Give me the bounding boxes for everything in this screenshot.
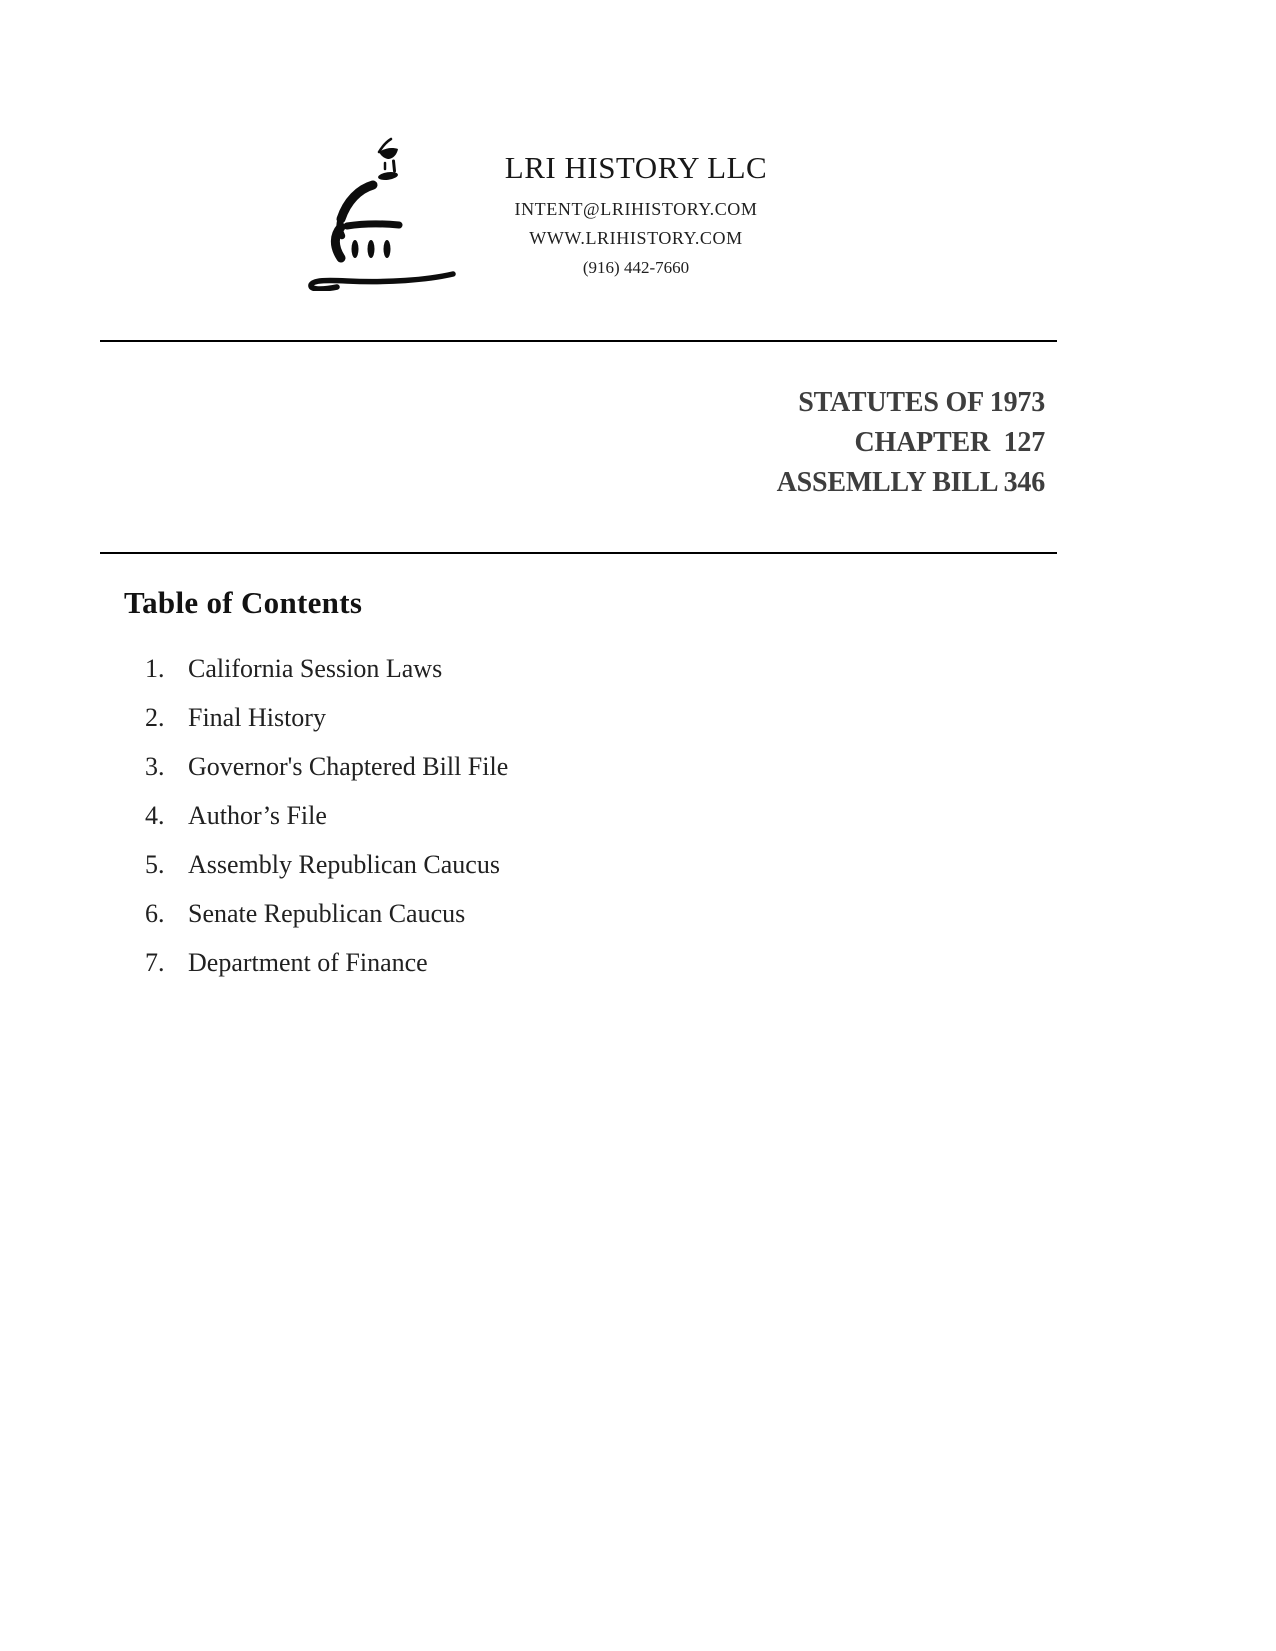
toc-item	[145, 753, 508, 781]
statutes-line-bill: ASSEMLLY BILL 346	[776, 467, 1045, 498]
company-header	[480, 150, 792, 278]
toc-item-number: 6.	[145, 899, 165, 928]
toc-item	[145, 900, 508, 928]
company-website: WWW.LRIHISTORY.COM	[529, 228, 743, 248]
toc-item-label: California Session Laws	[188, 654, 443, 683]
toc-item-label: Author’s File	[188, 801, 327, 830]
toc-item-label: Governor's Chaptered Bill File	[188, 752, 509, 781]
toc-item-label: Department of Finance	[188, 948, 428, 977]
toc-item-number: 3.	[145, 752, 165, 781]
statutes-line-year: STATUTES OF 1973	[798, 387, 1045, 418]
statutes-title-block	[100, 383, 1057, 503]
toc-item	[145, 851, 508, 879]
toc-item	[145, 704, 508, 732]
divider-top	[100, 340, 1057, 342]
divider-bottom	[100, 552, 1057, 554]
company-email: INTENT@LRIHISTORY.COM	[514, 199, 758, 219]
toc-item-number: 2.	[145, 703, 165, 732]
toc-list	[145, 655, 508, 998]
toc-item	[145, 802, 508, 830]
toc-item	[145, 949, 508, 977]
toc-item-label: Final History	[188, 703, 326, 732]
capitol-dome-logo-icon	[303, 136, 458, 291]
toc-item-number: 5.	[145, 850, 165, 879]
toc-item-label: Assembly Republican Caucus	[188, 850, 500, 879]
statutes-line-chapter: CHAPTER 127	[854, 427, 1045, 458]
toc-item-number: 7.	[145, 948, 165, 977]
company-name: LRI HISTORY LLC	[504, 150, 768, 185]
toc-item	[145, 655, 508, 683]
toc-item-number: 4.	[145, 801, 165, 830]
company-phone: (916) 442-7660	[582, 258, 690, 277]
toc-item-label: Senate Republican Caucus	[188, 899, 466, 928]
toc-heading: Table of Contents	[124, 585, 363, 620]
toc-item-number: 1.	[145, 654, 165, 683]
